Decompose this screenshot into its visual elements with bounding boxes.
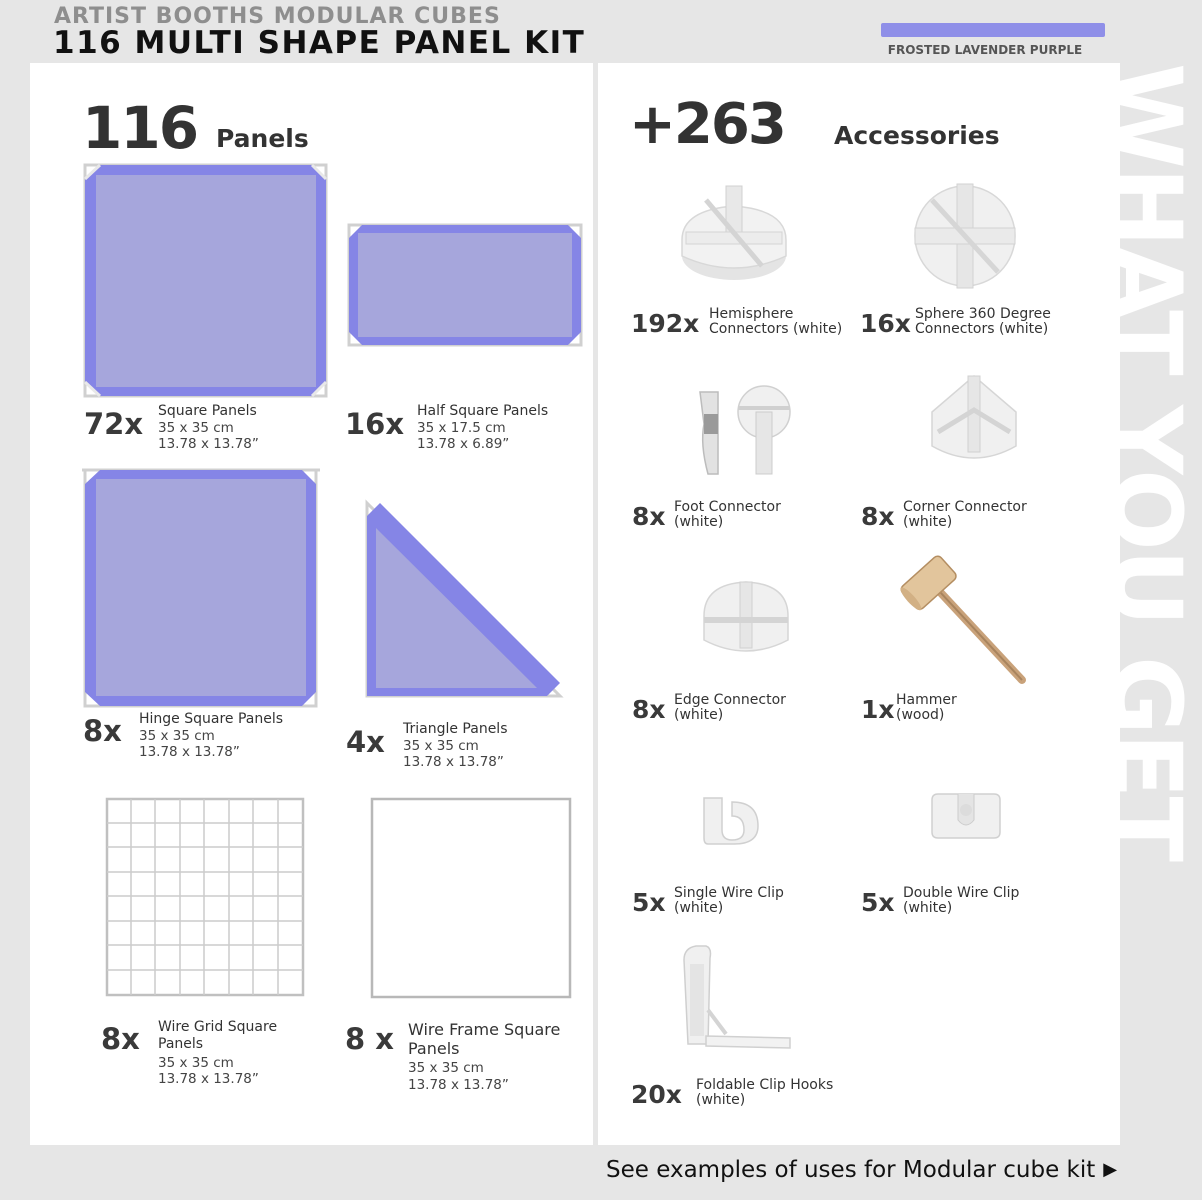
sphere-connectors-qty: 16x [860, 309, 911, 338]
double-wire-clip-qty: 5x [861, 888, 895, 917]
edge-connector-label [674, 693, 786, 723]
item-dim-in: 13.78 x 13.78” [158, 435, 259, 452]
hinge-square-panel-image [82, 466, 320, 710]
item-name-line2: Connectors (white) [915, 321, 1049, 338]
see-examples-link-text[interactable]: See examples of uses for Modular cube kit [606, 1157, 1096, 1183]
item-name-line2: (white) [903, 514, 953, 531]
color-name: FROSTED LAVENDER PURPLE [887, 43, 1083, 57]
play-arrow-icon[interactable]: ▶ [1103, 1159, 1118, 1180]
hemisphere-connectors-label [709, 307, 842, 337]
item-name-line1: Hemisphere [709, 306, 794, 322]
item-name-line1: Corner Connector [903, 499, 1027, 515]
item-name-line1: Wire Grid Square [158, 1019, 278, 1035]
item-name-line2: (white) [696, 1092, 746, 1109]
item-dim-in: 13.78 x 13.78” [158, 1070, 259, 1087]
item-dim-cm: 35 x 35 cm [403, 737, 479, 754]
corner-connector-label [903, 500, 1027, 530]
see-examples-link[interactable] [606, 1157, 1117, 1183]
half-square-panel-image [346, 222, 584, 348]
item-name: Half Square Panels [417, 403, 549, 419]
single-wire-clip-label [674, 886, 784, 916]
item-name-line1: Foot Connector [674, 499, 781, 515]
triangle-panel-image [362, 498, 566, 702]
item-dim-cm: 35 x 35 cm [139, 727, 215, 744]
hammer-qty: 1x [861, 695, 895, 724]
triangle-panels-qty: 4x [346, 725, 385, 759]
side-text: WHAT YOU GET [1090, 63, 1202, 860]
wire-grid-panels-label [158, 1019, 277, 1087]
foot-connector-qty: 8x [632, 502, 666, 531]
foot-connector-image [694, 384, 794, 476]
panels-total-count: 116 [82, 94, 198, 162]
hinge-square-panels-qty: 8x [83, 714, 122, 748]
sphere-connector-image [910, 180, 1020, 292]
item-dim-in: 13.78 x 13.78” [403, 753, 504, 770]
sphere-connectors-label [915, 307, 1051, 337]
corner-connector-image [924, 372, 1024, 468]
single-wire-clip-image [700, 794, 762, 846]
square-panel-image [82, 162, 330, 400]
single-wire-clip-qty: 5x [632, 888, 666, 917]
hammer-label [896, 693, 957, 723]
item-name-line2: (white) [903, 900, 953, 917]
foot-connector-label [674, 500, 781, 530]
hammer-image [898, 554, 1030, 686]
item-dim-cm: 35 x 35 cm [408, 1060, 484, 1077]
foldable-clip-hooks-qty: 20x [631, 1080, 682, 1109]
item-name-line1: Wire Frame Square [408, 1020, 561, 1039]
item-dim-cm: 35 x 17.5 cm [417, 419, 506, 436]
item-dim-in: 13.78 x 13.78” [408, 1076, 509, 1093]
wire-frame-panels-qty: 8 x [345, 1022, 394, 1056]
double-wire-clip-label [903, 886, 1019, 916]
item-name-line1: Single Wire Clip [674, 885, 784, 901]
what-you-get-vertical-text [1090, 63, 1202, 1145]
wire-grid-panels-qty: 8x [101, 1022, 140, 1056]
brand-subtitle: ARTIST BOOTHS MODULAR CUBES [54, 4, 501, 29]
accessories-heading: Accessories [834, 121, 1000, 150]
item-name-line1: Edge Connector [674, 692, 786, 708]
edge-connector-image [696, 576, 796, 660]
square-panels-label [158, 403, 259, 452]
item-dim-cm: 35 x 35 cm [158, 1054, 234, 1071]
item-name-line1: Sphere 360 Degree [915, 306, 1051, 322]
item-name-line2: Panels [408, 1039, 460, 1059]
edge-connector-qty: 8x [632, 695, 666, 724]
item-name-line1: Foldable Clip Hooks [696, 1077, 834, 1093]
item-name-line2: Panels [158, 1035, 204, 1052]
item-dim-cm: 35 x 35 cm [158, 419, 234, 436]
half-square-panels-qty: 16x [345, 407, 405, 441]
square-panels-qty: 72x [84, 407, 144, 441]
double-wire-clip-image [928, 790, 1004, 842]
item-dim-in: 13.78 x 13.78” [139, 743, 240, 760]
item-name-line2: (white) [674, 900, 724, 917]
half-square-panels-label [417, 403, 548, 452]
item-name-line2: (wood) [896, 707, 945, 724]
foldable-clip-hooks-label [696, 1078, 833, 1108]
accessories-total-count: +263 [629, 92, 785, 157]
wire-frame-panels-label [408, 1020, 560, 1093]
item-name-line1: Double Wire Clip [903, 885, 1020, 901]
item-name-line2: (white) [674, 514, 724, 531]
item-name: Triangle Panels [403, 721, 508, 737]
corner-connector-qty: 8x [861, 502, 895, 531]
triangle-panels-label [403, 721, 508, 770]
foldable-clip-hook-image [678, 942, 796, 1052]
color-swatch [881, 23, 1105, 37]
item-name-line1: Hammer [896, 692, 957, 708]
wire-grid-panel-image [104, 796, 306, 998]
item-dim-in: 13.78 x 6.89” [417, 435, 510, 452]
item-name-line2: Connectors (white) [709, 321, 843, 338]
item-name: Square Panels [158, 403, 257, 419]
kit-title: 116 MULTI SHAPE PANEL KIT [53, 25, 586, 61]
item-name: Hinge Square Panels [139, 711, 284, 727]
item-name-line2: (white) [674, 707, 724, 724]
hemisphere-connectors-qty: 192x [631, 309, 700, 338]
wire-frame-panel-image [369, 796, 573, 1000]
hemisphere-connector-image [676, 182, 792, 286]
panels-heading: Panels [216, 124, 309, 153]
hinge-square-panels-label [139, 711, 283, 760]
